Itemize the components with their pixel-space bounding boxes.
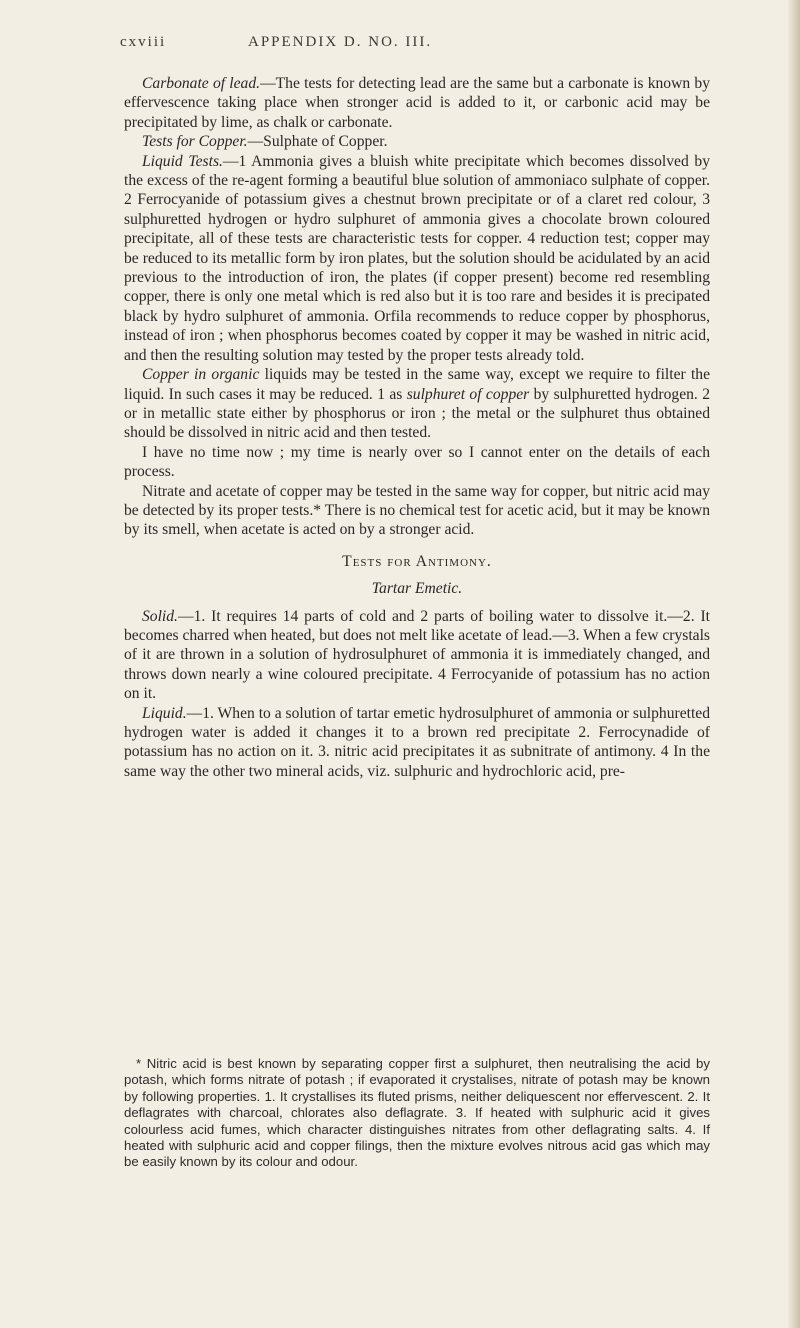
paragraph-tests-for-copper — [124, 132, 710, 151]
run-in-heading: Carbonate of lead. — [142, 75, 261, 92]
paragraph-text: I have no time now ; my time is nearly over so I cannot enter on the details of each process. — [124, 443, 710, 481]
footnote-text: * Nitric acid is best known by separating copper first a sulphuret, then neutralising the acid by potash, which forms nitrate of potash ; if evaporated it crystalises, nitrate of potash may be known by following properties. 1. It crystallises its fluted prisms, neither deliquescent nor effervescent. 2. It deflagrates with charcoal, chlorates also deflagrate. 3. If heated with sulphuric acid it gives colourless acid fumes, which character distinguishes nitrates from other deflagrating salts. 4. If heated with sulphuric acid and copper filings, then the mixture evolves nitrous acid gas which may be easily known by its colour and odour. — [124, 1056, 710, 1170]
paragraph-text: —1 Ammonia gives a bluish white precipitate which becomes dissolved by the excess of the re-agent forming a beautiful blue solution of ammoniaco sulphate of copper. 2 Ferrocyanide of potassium gives a chestnut brown precipitate or of a claret red colour, 3 sulphuretted hydrogen or hydro sulphuret of ammonia gives a chocolate brown coloured precipitate, all of these tests are characteristic tests for copper. 4 reduction test; copper may be reduced to its metallic form by iron plates, but the solution should be acidulated by an acid previous to the introduction of iron, the plates (if copper present) become red resembling copper, there is only one metal which is red also but it is too rare and besides it is precipated black by hydro sulphuret of ammonia. Orfila recommends to reduce copper by phosphorus, instead of iron ; when phosphorus becomes coated by copper it may be washed in nitric acid, and then the resulting solution may tested by the proper tests already told. — [124, 152, 710, 364]
paragraph-text: Nitrate and acetate of copper may be tested in the same way for copper, but nitric acid may be detected by its proper tests.* There is no chemical test for acetic acid, but it may be known by its smell, when acetate is acted on by a stronger acid. — [124, 482, 710, 539]
subheading-text: Tartar Emetic. — [371, 580, 463, 598]
paragraph-text: —The tests for detecting lead are the same but a carbonate is known by effervescence taking place when stronger acid is added to it, or carbonic acid may be precipitated by lime, as chalk or carbonate. — [124, 75, 710, 131]
paragraph-text: by sulphuretted hydrogen. 2 or in metallic state either by phosphorus or iron ; the metal or the sulphuret thus obtained should be dissolved in nitric acid and then tested. — [124, 385, 711, 442]
run-in-heading: Liquid. — [142, 704, 187, 722]
run-in-heading: Tests for Copper. — [142, 133, 248, 151]
paragraph-copper-in-organic — [124, 365, 710, 443]
running-header — [120, 34, 710, 62]
subheading — [124, 579, 710, 598]
running-title: APPENDIX D. NO. III. — [248, 34, 433, 50]
footnote — [124, 1056, 710, 1171]
section-heading: Tests for Antimony. — [342, 552, 492, 570]
paragraph-solid — [124, 607, 710, 704]
paragraph-no-time — [124, 443, 710, 482]
run-in-heading: Copper in organic — [142, 366, 260, 384]
page-number: cxviii — [120, 34, 167, 50]
page-edge — [788, 0, 800, 1328]
paragraph-carbonate-of-lead — [124, 74, 710, 132]
paragraph-nitrate-acetate — [124, 482, 710, 540]
paragraph-liquid — [124, 704, 710, 782]
paragraph-liquid-tests — [124, 152, 710, 365]
main-text — [124, 74, 710, 781]
inline-italic: sulphuret of copper — [406, 385, 530, 403]
paragraph-text: —1. When to a solution of tartar emetic hydrosulphuret of ammonia or sulphuretted hydrogen water is added it changes it to a brown red precipitate 2. Ferrocynadide of potassium has no action on it. 3. nitric acid precipitates it as subnitrate of antimony. 4 In the same way the other two mineral acids, viz. sulphuric and hydrochloric acid, pre- — [124, 704, 710, 780]
paragraph-text: —1. It requires 14 parts of cold and 2 parts of boiling water to dissolve it.—2. It becomes charred when heated, but does not melt like acetate of lead.—3. When a few crystals of it are thrown in a solution of hydrosulphuret of ammonia it is immediately changed, and throws down nearly a wine coloured precipitate. 4 Ferrocyanide of potassium has no action on it. — [124, 607, 710, 703]
paragraph-text: —Sulphate of Copper. — [247, 133, 388, 151]
paragraph-text: liquids may be tested in the same way, except we require to filter the liquid. In such cases it may be reduced. 1 as — [124, 366, 711, 403]
run-in-heading: Liquid Tests. — [142, 152, 223, 170]
run-in-heading: Solid. — [142, 607, 178, 625]
